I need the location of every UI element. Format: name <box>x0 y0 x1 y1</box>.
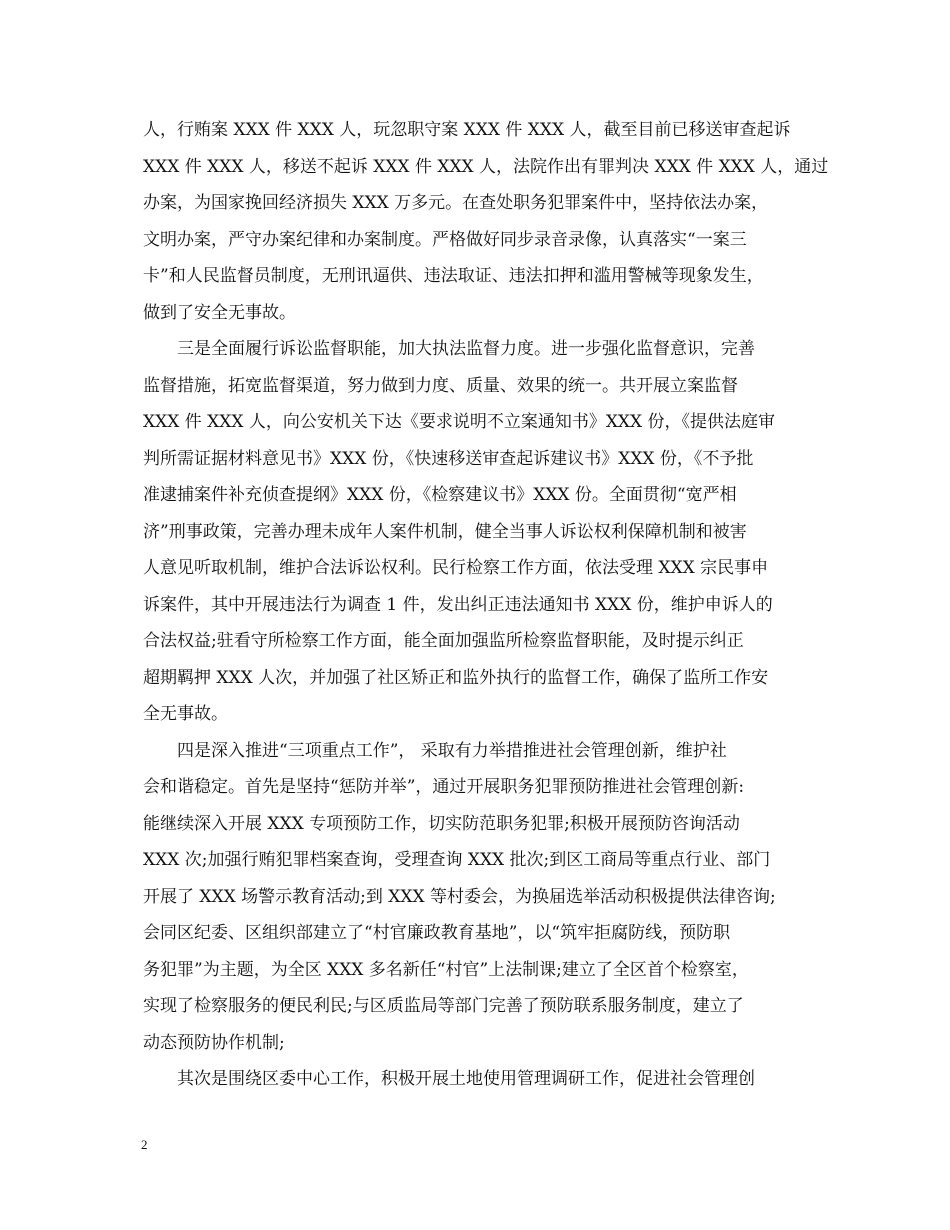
page-number: 2 <box>141 1137 148 1152</box>
text-line: 济”刑事政策，完善办理未成年人案件机制，健全当事人诉讼权利保障机制和被害 <box>143 521 747 542</box>
text-line: 合法权益;驻看守所检察工作方面，能全面加强监所检察监督职能，及时提示纠正 <box>143 631 744 651</box>
text-line: 超期羁押 XXX 人次，并加强了社区矫正和监外执行的监督工作，确保了监所工作安 <box>143 667 769 688</box>
text-line: 准逮捕案件补充侦查提纲》XXX 份，《检察建议书》XXX 份。全面贯彻“宽严相 <box>143 485 737 505</box>
text-line: 实现了检察服务的便民利民;与区质监局等部门完善了预防联系服务制度，建立了 <box>143 996 744 1016</box>
text-line: 务犯罪”为主题，为全区 XXX 多名新任“村官”上法制课;建立了全区首个检察室， <box>143 959 749 980</box>
text-line: 做到了安全无事故。 <box>143 302 296 323</box>
text-line: 全无事故。 <box>143 704 228 724</box>
text-line: XXX 件 XXX 人，向公安机关下达《要求说明不立案通知书》XXX 份，《提供法庭审 <box>143 412 776 432</box>
text-line: 卡”和人民监督员制度，无刑讯逼供、违法取证、违法扣押和滥用警械等现象发生， <box>143 266 764 286</box>
text-line: XXX 次;加强行贿犯罪档案查询，受理查询 XXX 批次;到区工商局等重点行业、部门 <box>143 850 771 870</box>
text-line: 三是全面履行诉讼监督职能，加大执法监督力度。进一步强化监督意识，完善 <box>177 339 755 359</box>
paragraph-land-use-research <box>143 1061 823 1098</box>
text-line: 诉案件，其中开展违法行为调查 1 件，发出纠正违法通知书 XXX 份，维护申诉人的 <box>143 594 773 615</box>
text-line: 能继续深入开展 XXX 专项预防工作，切实防范职务犯罪;积极开展预防咨询活动 <box>143 813 740 834</box>
text-line: 监督措施，拓宽监督渠道，努力做到力度、质量、效果的统一。共开展立案监督 <box>143 375 738 396</box>
paragraph-continuation <box>143 112 829 331</box>
text-line: XXX 件 XXX 人，移送不起诉 XXX 件 XXX 人，法院作出有罪判决 XXX 件 XXX 人，通过 <box>143 156 829 177</box>
document-body <box>143 112 829 1098</box>
text-line: 动态预防协作机制; <box>143 1032 285 1053</box>
text-line: 人，行贿案 XXX 件 XXX 人，玩忽职守案 XXX 件 XXX 人，截至目前已移送审查起诉 <box>143 120 791 140</box>
text-line: 四是深入推进“三项重点工作”， 采取有力举措推进社会管理创新，维护社 <box>177 740 727 761</box>
text-line: 其次是围绕区委中心工作，积极开展土地使用管理调研工作，促进社会管理创 <box>177 1069 755 1089</box>
text-line: 判所需证据材料意见书》XXX 份，《快速移送审查起诉建议书》XXX 份，《不予批 <box>143 448 754 469</box>
paragraph-litigation-supervision <box>143 331 823 733</box>
text-line: 文明办案，严守办案纪律和办案制度。严格做好同步录音录像，认真落实“一案三 <box>143 229 747 250</box>
text-line: 人意见听取机制，维护合法诉讼权利。民行检察工作方面，依法受理 XXX 宗民事申 <box>143 558 769 578</box>
text-line: 办案，为国家挽回经济损失 XXX 万多元。在查处职务犯罪案件中，坚持依法办案， <box>143 193 769 213</box>
text-line: 开展了 XXX 场警示教育活动;到 XXX 等村委会，为换届选举活动积极提供法律咨询; <box>143 886 776 907</box>
paragraph-three-key-tasks <box>143 733 823 1062</box>
text-line: 会和谐稳定。首先是坚持“惩防并举”，通过开展职务犯罪预防推进社会管理创新: <box>143 777 745 797</box>
text-line: 会同区纪委、区组织部建立了“村官廉政教育基地”，以“筑牢拒腐防线，预防职 <box>143 923 731 943</box>
